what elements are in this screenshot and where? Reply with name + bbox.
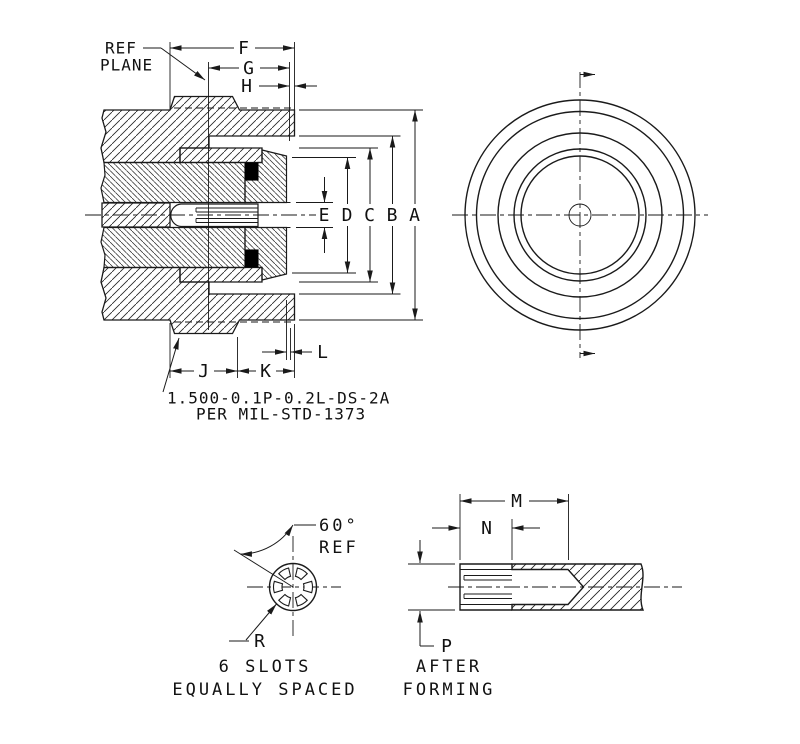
angle-reference-line [234,550,293,587]
ref-plane-callout [100,39,205,81]
dimension-m [460,491,569,560]
dim-h-label: H [241,76,253,97]
dim-d-label: D [341,205,354,226]
slot-note-line1: 6 SLOTS [218,657,312,677]
thread-callout-text: 1.500-0.1P-0.2L-DS-2A [167,388,391,408]
dim-e-label: E [318,205,331,226]
clamp-ring-top [180,148,262,163]
clamp-ring-bottom [180,268,262,283]
forming-note-line1: AFTER [415,657,483,677]
ref-plane-text-2: PLANE [100,55,154,75]
dim-b-label: B [386,205,399,226]
dim-a-label: A [409,205,421,226]
dim-m-label: M [511,491,523,512]
cross-section-view [85,38,423,424]
contact-detail-view [403,491,682,700]
dim-p-label: P [441,636,453,657]
dim-g-label: G [243,58,255,79]
dimension-n [432,518,540,560]
ref-plane-leader [161,48,205,80]
dimension-h [241,76,317,97]
dim-l-label: L [317,342,329,363]
dim-f-label: F [238,38,250,59]
dim-j-label: J [198,361,210,382]
dim-c-label: C [364,205,376,226]
thread-spec-text: PER MIL-STD-1373 [196,404,367,424]
forming-note-line2: FORMING [402,680,496,700]
slot-detail-view [172,516,358,700]
radius-label: R [254,631,266,652]
front-view [452,72,708,358]
radius-callout [229,604,277,652]
slot-note-line2: EQUALLY SPACED [172,680,358,700]
dim-n-label: N [481,518,493,539]
dielectric-top [101,163,245,203]
seal-gasket-top [245,163,258,181]
seal-gasket-bottom [245,250,258,268]
dim-k-label: K [260,361,272,382]
angle-label: 60° [319,516,359,536]
angle-ref-label: REF [319,538,359,558]
ref-plane-text-1: REF [105,38,137,58]
dielectric-bottom [101,228,245,268]
angle-arc [240,525,293,554]
dimension-p [408,540,455,657]
